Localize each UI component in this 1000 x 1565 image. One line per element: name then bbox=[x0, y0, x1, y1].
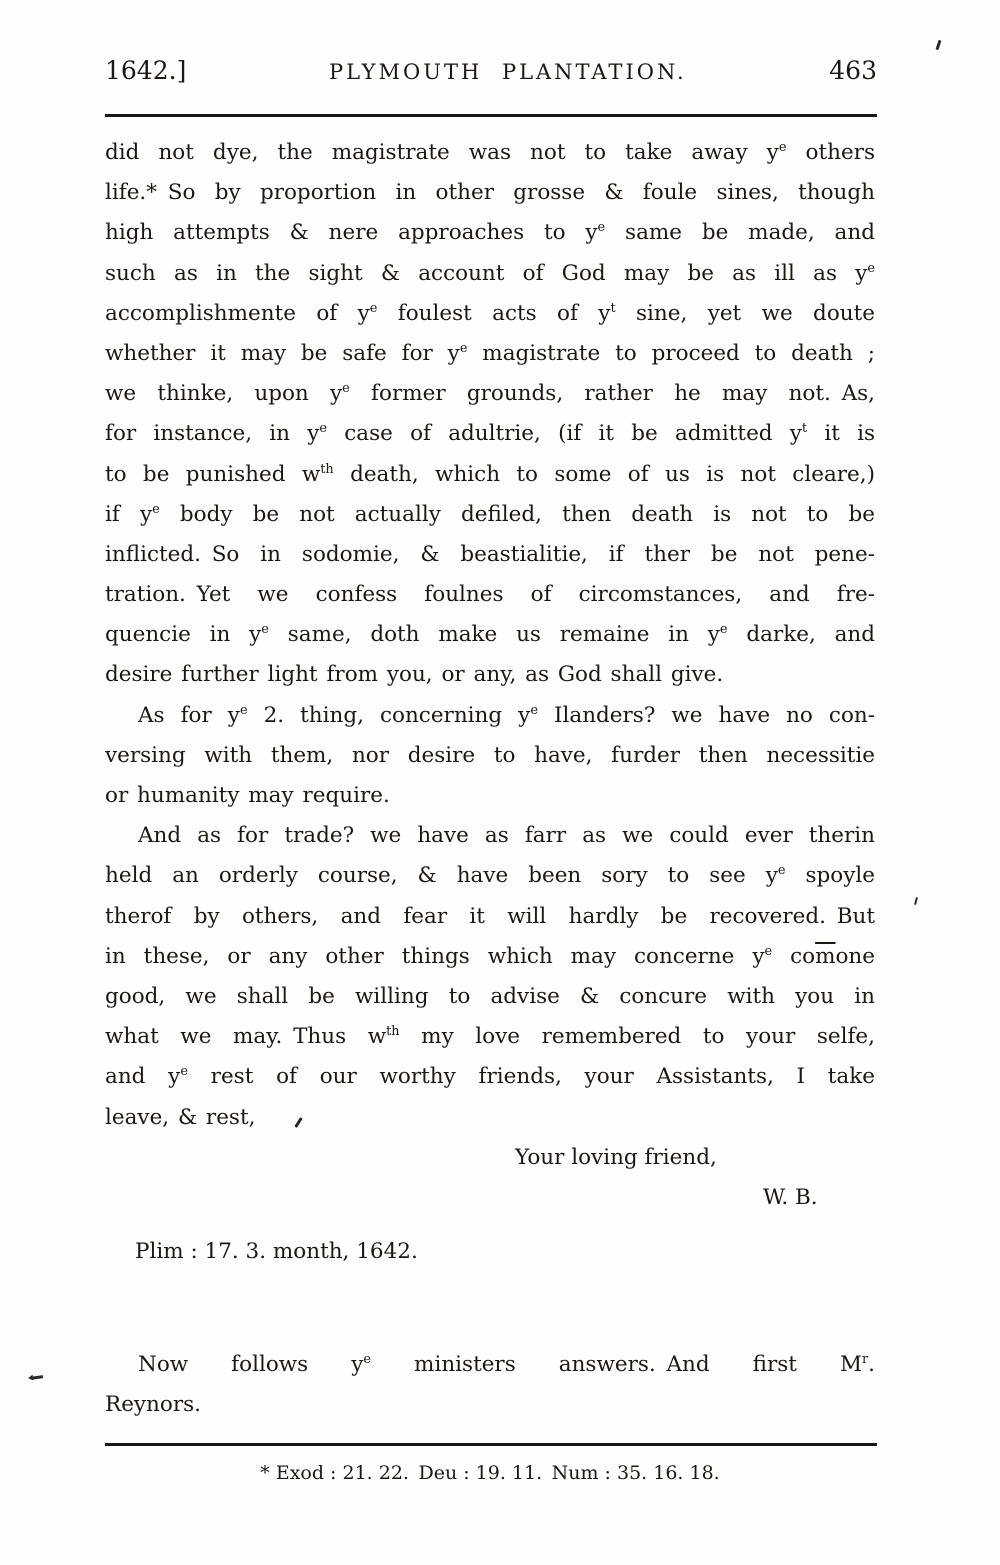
text-line: And as for trade? we have as farr as we could ever therin bbox=[138, 823, 875, 849]
text-line: life.* So by proportion in other grosse & foule sines, though bbox=[105, 180, 875, 206]
footnote-rule bbox=[105, 1443, 877, 1446]
paragraph-ilanders bbox=[105, 696, 875, 817]
text-line: quencie in $y^e$ same, doth make us remaine in $y^e$ darke, and bbox=[105, 622, 875, 648]
letter-signoff: Your loving friend, bbox=[515, 1144, 717, 1170]
text-line: Now follows $y^e$ ministers answers. And first $M^r$. bbox=[138, 1352, 875, 1378]
scan-artifact bbox=[936, 40, 942, 50]
text-line: such as in the sight & account of God may be as ill as $y^e$ bbox=[105, 260, 875, 286]
text-line: to be punished $w^{th}$ death, which to some of us is not cleare,) bbox=[105, 461, 875, 487]
letter-dateline: Plim : 17. 3. month, 1642. bbox=[135, 1239, 418, 1265]
text-line: versing with them, nor desire to have, furder then necessitie bbox=[105, 742, 875, 768]
text-line: therof by others, and fear it will hardly be recovered. But bbox=[105, 903, 875, 929]
text-line: in these, or any other things which may concerne $y^e$ $co\overline{m}one$ bbox=[105, 943, 875, 969]
header-title: PLYMOUTH PLANTATION. bbox=[328, 60, 687, 84]
paragraph-continuation bbox=[105, 133, 875, 696]
text-line: held an orderly course, & have been sory to see $y^e$ spoyle bbox=[105, 863, 875, 889]
letter-signature: W. B. bbox=[763, 1184, 818, 1210]
scan-artifact bbox=[31, 1375, 43, 1380]
text-line: we thinke, upon $y^e$ former grounds, rather he may not. As, bbox=[105, 380, 875, 407]
text-line: As for $y^e$ 2. thing, concerning $y^e$ Ilanders? we have no con- bbox=[138, 702, 875, 728]
paragraph-trade bbox=[105, 816, 875, 1138]
footnote: * Exod : 21. 22. Deu : 19. 11. Num : 35. 16. 18. bbox=[260, 1462, 720, 1484]
header-rule bbox=[105, 114, 877, 117]
paragraph-closing bbox=[105, 1345, 875, 1425]
text-line: accomplishmente of $y^e$ foulest acts of $y^t$ sine, yet we doute bbox=[105, 300, 875, 326]
text-line: leave, & rest, bbox=[105, 1104, 256, 1130]
header-year: 1642.] bbox=[105, 56, 187, 85]
text-line: inflicted. So in sodomie, & beastialitie, if ther be not pene- bbox=[105, 541, 875, 567]
header-page-number: 463 bbox=[829, 56, 877, 85]
text-line: and $y^e$ rest of our worthy friends, your Assistants, I take bbox=[105, 1064, 875, 1090]
text-line: desire further light from you, or any, as God shall give. bbox=[105, 662, 724, 688]
text-line: high attempts & nere approaches to $y^e$ same be made, and bbox=[105, 220, 875, 246]
text-line: Reynors. bbox=[105, 1392, 201, 1418]
text-line: whether it may be safe for $y^e$ magistrate to proceed to death ; bbox=[105, 340, 875, 366]
text-line: if $y^e$ body be not actually defiled, then death is not to be bbox=[105, 501, 875, 527]
scan-artifact bbox=[914, 897, 918, 905]
text-line: what we may. Thus $w^{th}$ my love remembered to your selfe, bbox=[105, 1023, 875, 1050]
text-line: tration. Yet we confess foulnes of circomstances, and fre- bbox=[105, 582, 875, 608]
text-line: did not dye, the magistrate was not to take away $y^e$ others bbox=[105, 139, 875, 165]
text-line: for instance, in $y^e$ case of adultrie, (if it be admitted $y^t$ it is bbox=[105, 421, 875, 447]
page-header bbox=[105, 56, 877, 85]
text-line: or humanity may require. bbox=[105, 783, 390, 808]
text-line: good, we shall be willing to advise & concure with you in bbox=[105, 983, 875, 1009]
page-body bbox=[105, 133, 875, 1426]
